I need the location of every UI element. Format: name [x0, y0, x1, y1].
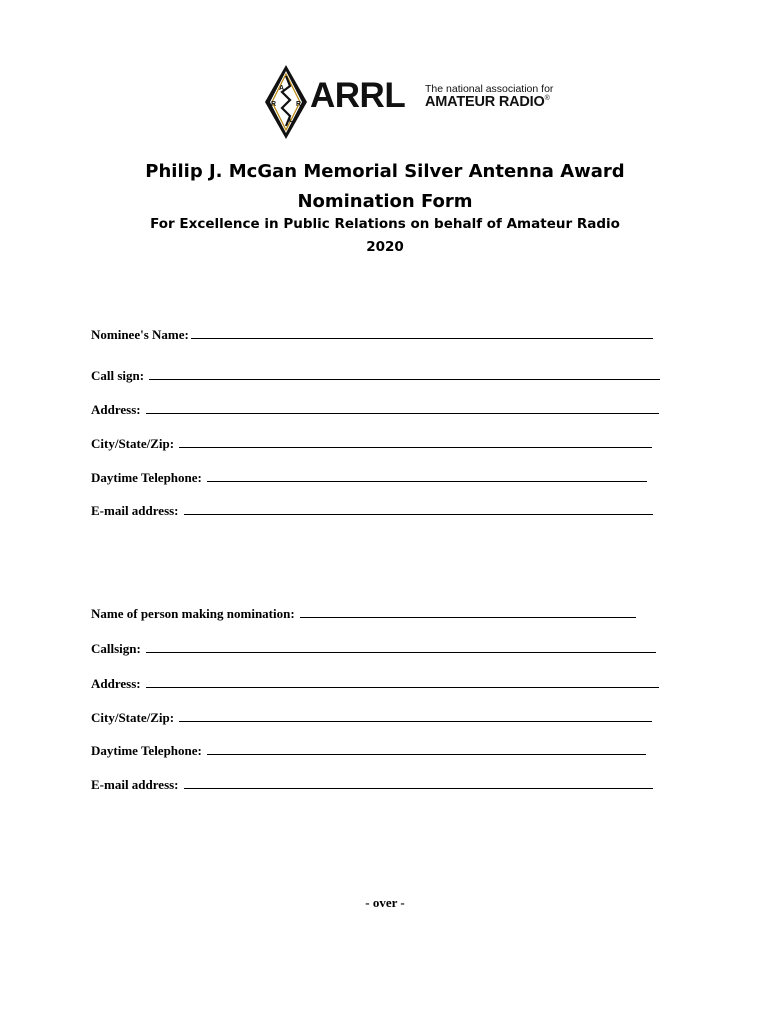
nominee-email-blank[interactable] — [184, 503, 653, 515]
arrl-logo — [263, 64, 554, 140]
diamond-letter-r1: R — [271, 101, 277, 108]
nominee-name-label: Nominee's Name: — [91, 327, 189, 342]
nominee-email-label: E-mail address: — [91, 503, 182, 518]
arrl-diamond-icon — [263, 64, 309, 140]
nominator-email-field — [91, 777, 653, 791]
nominator-phone-blank[interactable] — [207, 743, 646, 755]
arrl-tagline-2 — [425, 95, 550, 110]
diamond-letter-r2: R — [296, 101, 302, 108]
nominee-name-blank[interactable] — [191, 327, 653, 339]
nominee-address-field — [91, 402, 659, 416]
nominator-name-label: Name of person making nomination: — [91, 606, 298, 621]
nominee-phone-blank[interactable] — [207, 470, 647, 482]
nominee-address-label: Address: — [91, 402, 144, 417]
nominee-callsign-field — [91, 368, 660, 382]
arrl-wordmark: ARRL — [310, 76, 406, 115]
nominee-city-blank[interactable] — [179, 436, 652, 448]
nominator-callsign-blank[interactable] — [146, 641, 656, 653]
arrl-tagline-1: The national association for — [425, 83, 554, 95]
diamond-letter-a: A — [279, 85, 285, 92]
form-subtitle: For Excellence in Public Relations on behalf of Amateur Radio — [150, 216, 620, 232]
nominee-callsign-blank[interactable] — [149, 368, 660, 380]
nominator-city-label: City/State/Zip: — [91, 710, 178, 725]
nominee-email-field — [91, 503, 653, 517]
nominator-address-field — [91, 676, 659, 690]
nominee-city-label: City/State/Zip: — [91, 436, 178, 451]
nominator-callsign-field — [91, 641, 656, 655]
nominee-address-blank[interactable] — [146, 402, 659, 414]
nominator-city-field — [91, 710, 652, 724]
registered-mark: ® — [544, 95, 550, 103]
nominee-phone-label: Daytime Telephone: — [91, 470, 206, 485]
diamond-letter-l: L — [289, 117, 294, 124]
nominator-phone-field — [91, 743, 646, 757]
nominator-name-field — [91, 606, 636, 620]
nominee-city-field — [91, 436, 652, 450]
nominator-address-blank[interactable] — [146, 676, 659, 688]
form-title-line-2: Nomination Form — [297, 191, 473, 212]
nominator-email-blank[interactable] — [184, 777, 653, 789]
over-note: - over - — [365, 895, 405, 910]
nominee-callsign-label: Call sign: — [91, 368, 148, 383]
nominee-phone-field — [91, 470, 647, 484]
nominator-callsign-label: Callsign: — [91, 641, 145, 656]
arrl-tagline-2-text: AMATEUR RADIO — [425, 94, 545, 110]
nominator-name-blank[interactable] — [300, 606, 636, 618]
nominator-phone-label: Daytime Telephone: — [91, 743, 206, 758]
nominator-email-label: E-mail address: — [91, 777, 182, 792]
nominee-name-field — [91, 327, 653, 341]
form-title: Philip J. McGan Memorial Silver Antenna Award — [145, 161, 625, 182]
nominator-city-blank[interactable] — [179, 710, 652, 722]
nominator-address-label: Address: — [91, 676, 144, 691]
form-year: 2020 — [366, 239, 404, 255]
